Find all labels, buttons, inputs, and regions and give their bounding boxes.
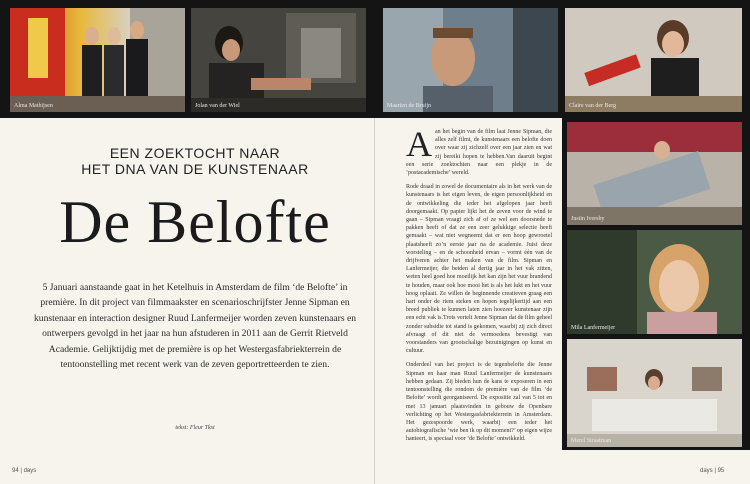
article-credit: tekst: Fleur Tkst	[175, 425, 215, 431]
caption-maarten: Maarten de Bruijn	[387, 103, 431, 109]
kicker-line-1: EEN ZOEKTOCHT NAAR	[109, 145, 281, 161]
kicker-line-2: HET DNA VAN DE KUNSTENAAR	[81, 161, 309, 177]
caption-mila: Mila Lanfermeijer	[571, 325, 616, 331]
photo-jolan-image	[191, 8, 366, 112]
photo-maarten-image	[383, 8, 558, 112]
photo-alma	[10, 8, 185, 112]
photo-merel	[567, 339, 742, 447]
article-kicker	[40, 145, 350, 177]
photo-justin	[567, 122, 742, 225]
caption-claire: Claire van der Berg	[569, 103, 617, 109]
folio-left: 94 | days	[12, 468, 37, 474]
caption-alma: Alma Mathijsen	[14, 103, 53, 109]
body-paragraph-3: Onderdeel van het project is de tegenbelofte die Jenne Sipman en haar man Ruud Lanfermeijer de kunstenaars hebben gedaan. Zij bieden hun de kans te exposeren in een tentoonstelling die rondom de première van de film ‘de Belofte’ wordt georganiseerd. De expositie zal van 5 tot en met 13 januari plaatsvinden in gebouw de Openbare verlichting op het Westergasfabriekterrein in Amsterdam. Het gezespoorde werk, waarbij een ieder het autobiografische ‘wie ben ik op dit moment?’ op eigen wijze hanteert, is speciaal voor ‘de Belofte’ ontwikkeld.	[406, 362, 552, 443]
photo-claire-image	[565, 8, 742, 112]
caption-merel: Merel Straatman	[571, 438, 612, 444]
article-intro: 5 Januari aanstaande gaat in het Ketelhuis in Amsterdam de film ‘de Belofte’ in première. In dit project van filmmaakster en scenarioschrijfster Jenne Sipman en kunstenaar en interaction designer Ruud Lanfermeijer worden zeven kunstenaars en ontwerpers gevolgd in het jaar na hun afstuderen in 2011 aan de Gerrit Rietveld Academie. Gelijktijdig met de première is op het Westergasfabriekterrein de tentoonstelling met recent werk van de zeven geportretteerden te zien.	[33, 282, 357, 371]
photo-mila	[567, 230, 742, 334]
photo-justin-image	[567, 122, 742, 225]
photo-jolan	[191, 8, 366, 112]
photo-alma-image	[10, 8, 185, 112]
photo-maarten	[383, 8, 558, 112]
page-gutter	[374, 118, 375, 484]
caption-justin: Justin Iversby	[571, 216, 605, 222]
body-paragraph-1-text: an het begin van de film laat Jenne Sipman, die alles zelf filmt, de kunstenaars een belofte doen over waar zij zichzelf over een jaar zien en wat zij bereikt hopen te hebben.Van daaruit begint een serie zoektochten naar een plekje in de ‘postacademische’ wereld.	[406, 129, 552, 177]
article-title: De Belofte	[59, 189, 331, 255]
body-paragraph-2: Rode draad in zowel de documentaire als in het werk van de kunstenaars is het eigen leven, de eigen persoonlijkheid en de ontwikkeling die ieder het afgelopen jaar heeft doorgemaakt. Op papier lijkt het de zeven voor de wind te gaan – Sipman vraagt zich af of ze wel een doorsnede te pakken heeft of dat ze een zeer gelukkige selectie heeft gemaakt – wat niet wegneemt dat er een hoop gewroetel plaatsheeft zo’n eerste jaar na de academie. Juist deze worsteling – en de schoonheid ervan – vormt één van de drijfveren achter het maken van de film. Sipman en Lanfermeijer, die beiden al dertig jaar in het vak zitten, weten heel goed hoe moeilijk het kan zijn het vuur brandend te houden, maar ook hoe mooi het is als het lukt en het vuur hoog oplaait. Ze willen de beginnende creatieven graag een hart onder de riem steken en hopen tegelijkertijd aan een breed publiek te kunnen laten zien hoezeer kunstenaar zijn een echt vak is.Trots vertelt Jenne Sipman dat de film geheel zonder subsidie tot stand is gekomen, waarbij zij zich direct afvraagt of dit niet de vermoedens bevestigt van voorstanders van grootschalige bezuinigingen op kunst en cultuur.	[406, 184, 552, 355]
photo-mila-image	[567, 230, 742, 334]
photo-merel-image	[567, 339, 742, 447]
folio-right: days | 95	[700, 468, 725, 474]
drop-cap: A	[406, 124, 432, 164]
article-body-column	[406, 124, 552, 450]
body-paragraph-1	[406, 124, 552, 177]
photo-claire	[565, 8, 742, 112]
caption-jolan: Jolan van der Wiel	[195, 103, 240, 109]
